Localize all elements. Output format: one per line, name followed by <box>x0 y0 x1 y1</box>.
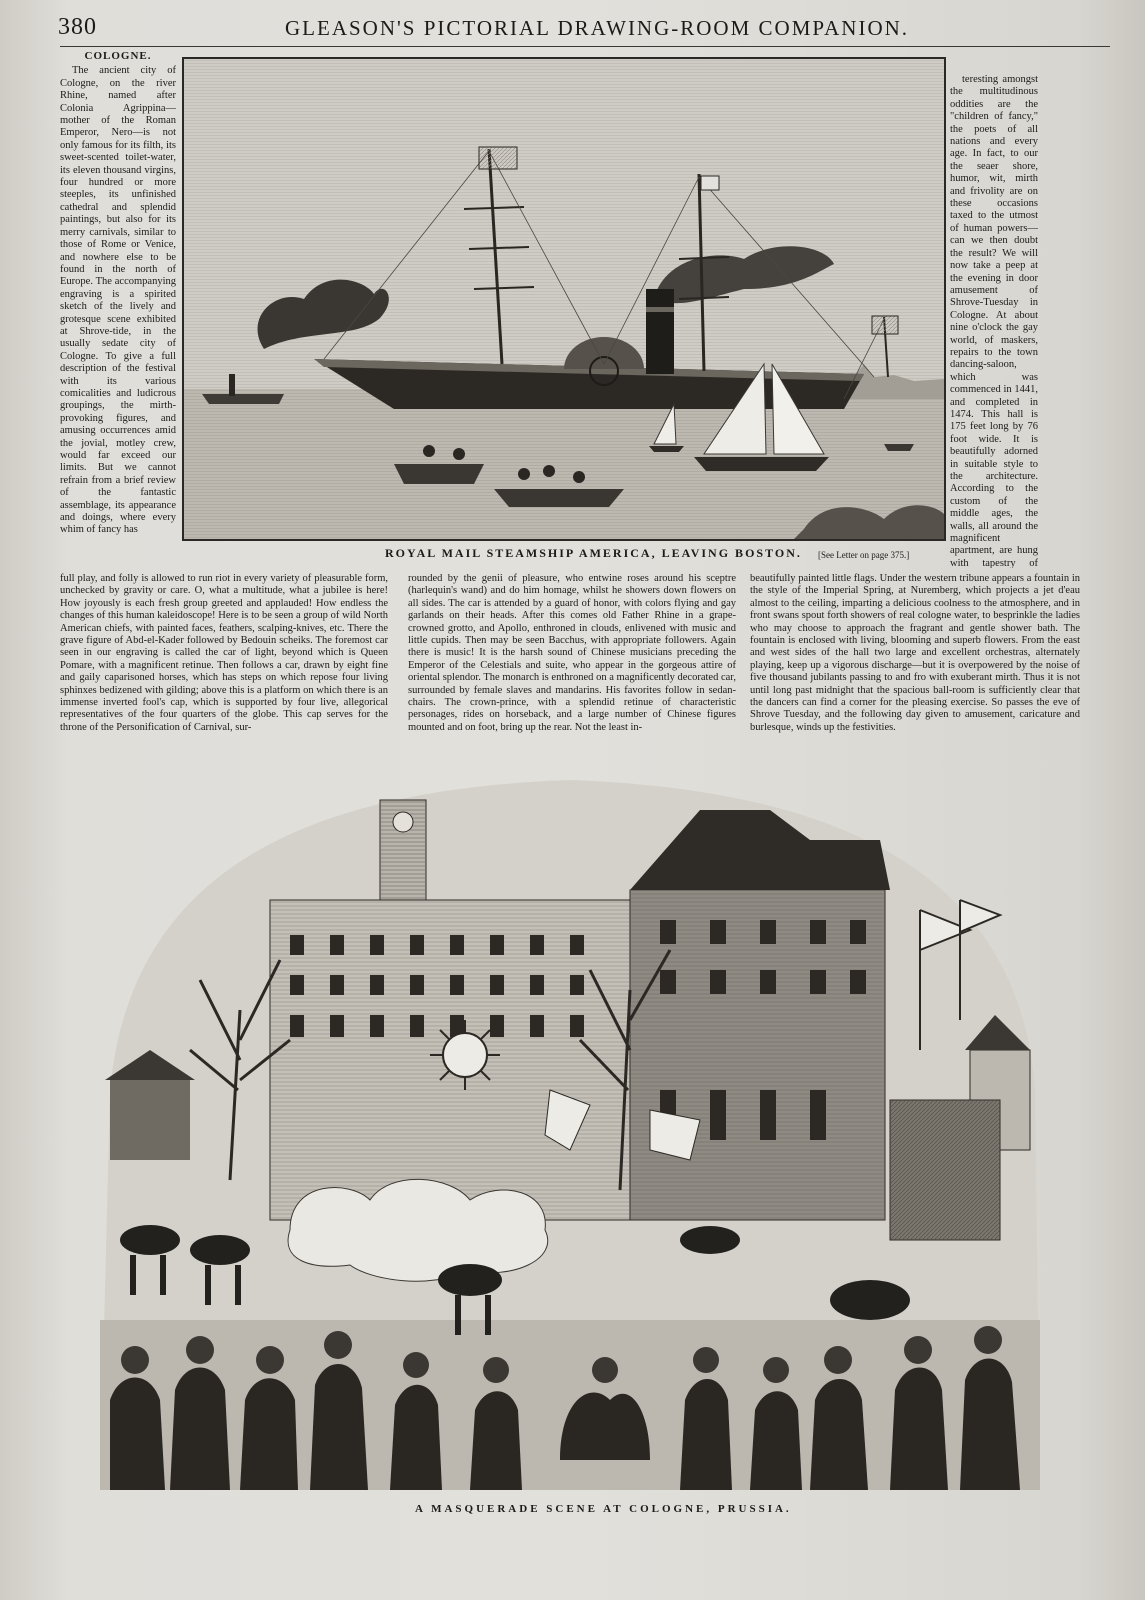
article-right-column <box>950 74 1038 568</box>
article-left-text: The ancient city of Cologne, on the river Rhine, named after Colonia Agrippina—mother of the Roman Emperor, Nero—is not only famous for its filth, its sweet-scented toilet-water, its eleven thousand virgins, four hundred or more steeples, its unfinished cathedral and splendid paintings, but also for its merry carnivals, similar to those of Rome or Venice, and nowhere else to be found in the north of Europe. The accompanying engraving is a spirited sketch of the lively and grotesque scene exhibited at Shrove-tide, in the usually sedate city of Cologne. To give a full description of the festival with its various comicalities and ludicrous groupings, the mirth-provoking figures, and amusing occurrences amid the jovial, motley crew, would far exceed our limits. But we cannot refrain from a brief review of the fantastic assemblage, its appearance and doings, where every whim of fancy has <box>60 65 176 536</box>
masquerade-engraving <box>90 760 1050 1490</box>
article-column-1-text: full play, and folly is allowed to run riot in every variety of pleasurable form, unchecked by gravity or care. O, what a multitude, what a jubilee is here! How joyously is each fresh group greeted and applauded! How endless the changes of this human kaleidoscope! Here is to be seen a group of wild North American chiefs, with painted faces, feathers, scalping-knives, etc. There the grave figure of Abd-el-Kader followed by Bedouin scheiks. The foremost car seen in our engraving is called the car of light, beyond which is Queen Pomare, with a magnificent retinue. Then follows a car, drawn by eight fine and gaily caparisoned horses, which has steps on which repose four living sphinxes bedizened with gilding; above this is a platform on which there is an immense inverted fool's cap, which is supported by four live, allegorical representatives of the four quarters of the globe. This cap serves for the throne of the Personification of Carnival, sur- <box>60 573 388 733</box>
masthead-title: GLEASON'S PICTORIAL DRAWING-ROOM COMPANION. <box>285 16 910 40</box>
article-column-3 <box>750 573 1080 745</box>
steamship-illustration <box>184 59 944 539</box>
article-heading: COLOGNE. <box>84 50 152 62</box>
article-column-1 <box>60 573 388 745</box>
article-column-2-text: rounded by the genii of pleasure, who entwine roses around his sceptre (harlequin's wand) and do him homage, whilst he showers down flowers on all sides. The car is attended by a guard of honor, with colors flying and gay garlands on their heads. After this comes old Father Rhine in a grape-crowned grotto, and Apollo, enthroned in clouds, enlivened with music and little cupids. Then may be seen Bacchus, with appropriate followers. Again there is music! It is the harsh sound of Chinese musicians preceding the Emperor of the Celestials and suite, who appear in the gorgeous attire of oriental splendor. The monarch is enthroned on a magnificently decorated car, surrounded by female slaves and mandarins. His favorites follow in sedan-chairs. The crown-prince, with a splendid retinue of characteristic personages, rides on horseback, and a large number of Chinese figures mounted and on foot, bring up the rear. Not the least in- <box>408 573 736 733</box>
ship-caption: ROYAL MAIL STEAMSHIP AMERICA, LEAVING BOSTON. <box>385 546 802 560</box>
article-column-3-text: beautifully painted little flags. Under the western tribune appears a fountain in the style of the Imperial Spring, at Nuremberg, which projects a jet d'eau almost to the ceiling, imparting a delicious coolness to the atmosphere, and in front swans spout forth showers of real cologne water, to besprinkle the ladies who may choose to approach the fragrant and gentle shower bath. The fountain is enclosed with living, blooming and superb flowers. From the east and west sides of the hall two large and excellent orchestras, alternately playing, keep up a vigorous discharge—but it is overpowered by the noise of five thousand jubilants passing to and fro with exuberant mirth. Thus it is not until long past midnight that the spacious ball-room is sufficiently clear that the dancers can find a corner for the pleasing exercise. So passes the eve of Shrove Tuesday, and the following day given to amusement, caricature and burlesque, winds up the festivities. <box>750 573 1080 733</box>
masquerade-caption: A MASQUERADE SCENE AT COLOGNE, PRUSSIA. <box>415 1503 792 1515</box>
ship-reference-note: [See Letter on page 375.] <box>818 550 910 560</box>
article-right-text: teresting amongst the multitudinous oddities are the "children of fancy," the poets of all nations and every age. In fact, to our the seaer shore, humor, wit, mirth and frivolity are on these occasions taxed to the utmost of human powers—can we then doubt the result? We will now take a peep at the evening in door amusement of Shrove-Tuesday in Cologne. At about nine o'clock the gay world, of maskers, repairs to the town dancing-saloon, which was commenced in 1441, and completed in 1474. This hall is 175 feet long by 76 foot wide. It is beautifully adorned in suitable style to the architecture. According to the custom of the middle ages, the walls, all around the magnificent apartment, are hung with tapestry of <box>950 74 1038 568</box>
article-left-column <box>60 50 176 564</box>
masquerade-illustration <box>90 760 1050 1490</box>
article-column-2 <box>408 573 736 745</box>
page-header <box>0 14 1145 44</box>
page-number: 380 <box>58 14 97 40</box>
header-rule <box>60 46 1110 47</box>
steamship-engraving <box>182 57 946 541</box>
